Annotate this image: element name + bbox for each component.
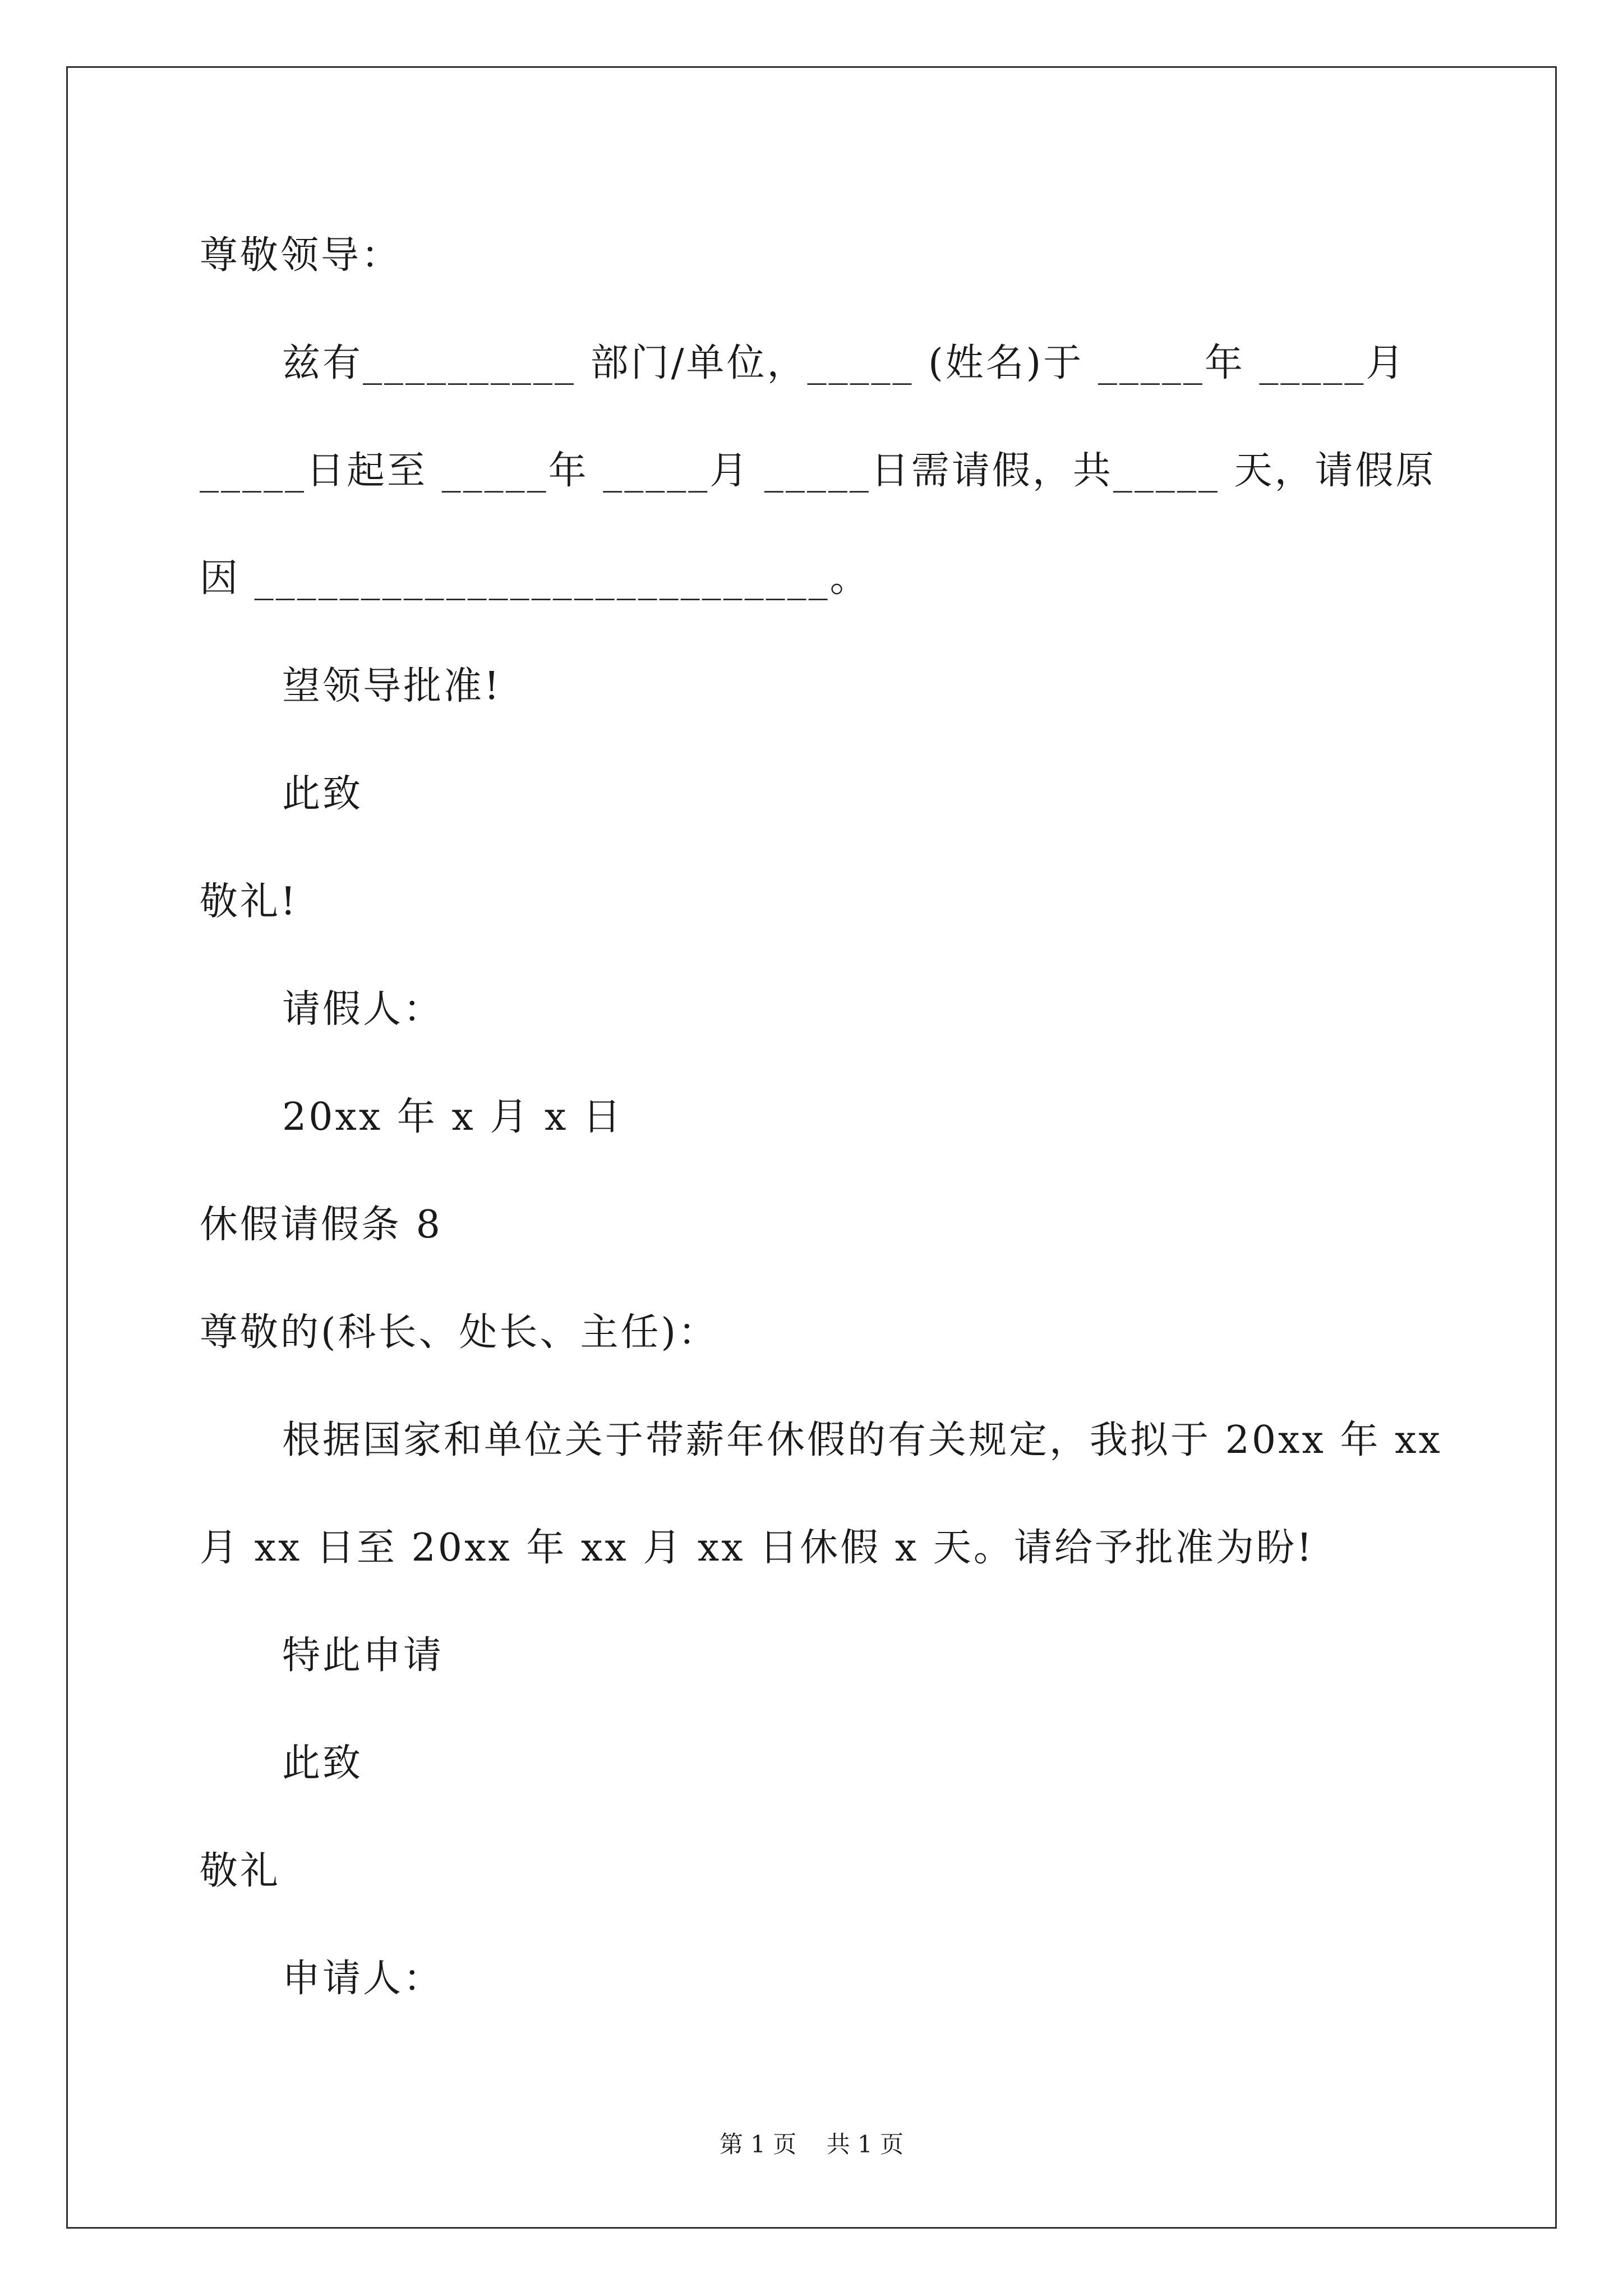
letter-body (200, 202, 1442, 2033)
salutation-line-2: 尊敬的(科长、处长、主任)： (200, 1310, 719, 1355)
request-approval-line: 望领导批准! (282, 664, 502, 708)
regards-line: 敬礼! (200, 880, 298, 924)
hereby-apply-line: 特此申请 (282, 1634, 444, 1678)
applicant-signature-line: 请假人： (282, 987, 444, 1032)
applicant-line: 申请人： (282, 1957, 444, 2001)
section-heading: 休假请假条 8 (200, 1203, 442, 1247)
date-line: 20xx 年 x 月 x 日 (282, 1095, 624, 1139)
regards-line-2: 敬礼 (200, 1849, 281, 1893)
closing-line-2: 此致 (282, 1741, 363, 1786)
page-number-footer: 第 1 页 共 1 页 (719, 2131, 904, 2158)
leave-details-line-1: 兹有__________ 部门/单位，_____ (姓名)于 _____年 _____月 (282, 341, 1407, 385)
vacation-details-line-2: 月 xx 日至 20xx 年 xx 月 xx 日休假 x 天。请给予批准为盼! (200, 1526, 1315, 1570)
vacation-details-line-1: 根据国家和单位关于带薪年休假的有关规定，我拟于 20xx 年 xx (282, 1418, 1442, 1462)
leave-details-line-2: _____日起至 _____年 _____月 _____日需请假，共_____ 天，请假原 (200, 449, 1436, 493)
leave-reason-line: 因 ___________________________。 (200, 556, 870, 601)
closing-line: 此致 (282, 772, 363, 816)
salutation-line: 尊敬领导： (200, 233, 402, 278)
